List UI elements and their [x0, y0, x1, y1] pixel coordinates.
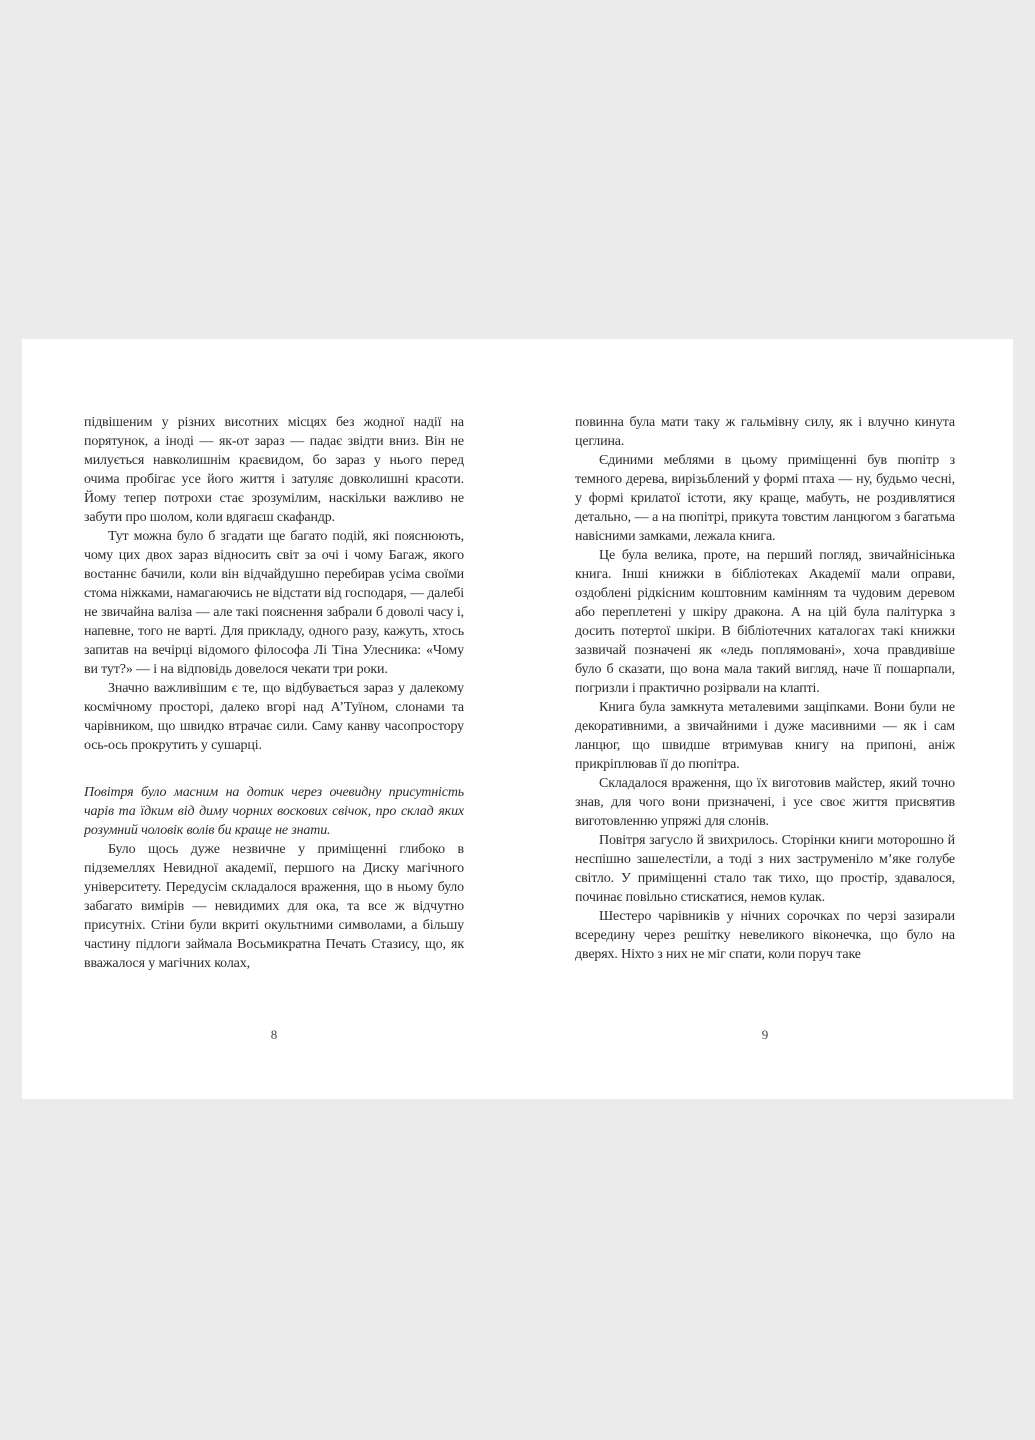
paragraph: Це була велика, проте, на перший погляд, звичайнісінька книга. Інші книжки в бібліотеках Академії мали оправи, оздоблені рідкісним коштовним камінням та чудовим деревом або переплетені у шкіру дракона. А на цій була палітурка з досить потертої шкіри. В бібліотечних каталогах такі книжки зазвичай позначені як «ледь поплямовані», хоча правдивіше було б сказати, що вона мала такий вигляд, наче її пошарпали, погризли і практично розірвали на клапті.	[575, 548, 955, 696]
book-spread	[22, 339, 1013, 1099]
paragraph: підвішеним у різних висотних місцях без жодної надії на порятунок, а іноді — як-от зараз — падає звідти вниз. Він не милується навколишнім краєвидом, бо зараз у нього перед очима пробігає усе його життя і затуляє довколишні красоти. Йому тепер потрохи стає зрозумілим, наскільки важливо не забути про шолом, коли вдягаєш скафандр.	[84, 415, 464, 525]
italic-paragraph: Повітря було масним на дотик через очевидну присутність чарів та їдким від диму чорних воскових свічок, про склад яких розумний чоловік волів би краще не знати.	[84, 785, 464, 838]
paragraph: Значно важливішим є те, що відбувається зараз у далекому космічному просторі, далеко вгорі над А’Туїном, слонами та чарівником, що швидко втрачає сили. Саму канву часопростору ось-ось прокрутить у сушарці.	[84, 681, 464, 753]
paragraph: Тут можна було б згадати ще багато подій, які пояснюють, чому цих двох зараз відносить світ за очі і чому Багаж, якого востаннє бачили, коли він відчайдушно перебирав усіма своїми стома ніжками, намагаючись не відстати від господаря, — далебі не звичайна валіза — але такі пояснення забрали б доволі часу і, напевне, того не варті. Для прикладу, одного разу, кажуть, хтось запитав на вечірці відомого філософа Лі Тіна Улесника: «Чому ви тут?» — і на відповідь довелося чекати три роки.	[84, 529, 464, 677]
paragraph: повинна була мати таку ж гальмівну силу, як і влучно кинута цеглина.	[575, 415, 955, 449]
page-number-right: 9	[761, 1027, 769, 1042]
paragraph: Було щось дуже незвичне у приміщенні глибоко в підземеллях Невидної академії, першого на Диску магічного університету. Передусім складалося враження, що в ньому було забагато вимірів — невидимих для ока, та все ж відчутно присутніх. Стіни були вкриті окультними символами, а більшу частину підлоги займала Восьмикратна Печать Стазису, що, як вважалося у магічних колах,	[84, 842, 464, 971]
page-number-left: 8	[270, 1027, 278, 1042]
paragraph: Книга була замкнута металевими защіпками. Вони були не декоративними, а звичайними і дуже масивними — як і сам ланцюг, що швидше втримував книгу на припоні, аніж прикріплював її до пюпітра.	[575, 700, 955, 772]
paragraph: Повітря загусло й звихрилось. Сторінки книги моторошно й неспішно зашелестіли, а тоді з них заструменіло м’яке голубе світло. У приміщенні стало так тихо, що простір, здавалося, починає повільно стискатися, немов кулак.	[575, 833, 955, 905]
paragraph: Складалося враження, що їх виготовив майстер, який точно знав, для чого вони призначені, і усе своє життя присвятив виготовленню упряжі для слонів.	[575, 776, 955, 829]
book-page-left	[84, 413, 464, 1025]
paragraph: Шестеро чарівників у нічних сорочках по черзі зазирали всередину через решітку невеликого віконечка, що було на дверях. Ніхто з них не міг спати, коли поруч таке	[575, 909, 955, 962]
book-page-right	[575, 413, 955, 1025]
paragraph: Єдиними меблями в цьому приміщенні був пюпітр з темного дерева, вирізьблений у формі птаха — ну, будьмо чесні, у формі крилатої істоти, яку краще, мабуть, не роздивлятися детально, — а на пюпітрі, прикута товстим ланцюгом з багатьма навісними замками, лежала книга.	[575, 453, 955, 544]
